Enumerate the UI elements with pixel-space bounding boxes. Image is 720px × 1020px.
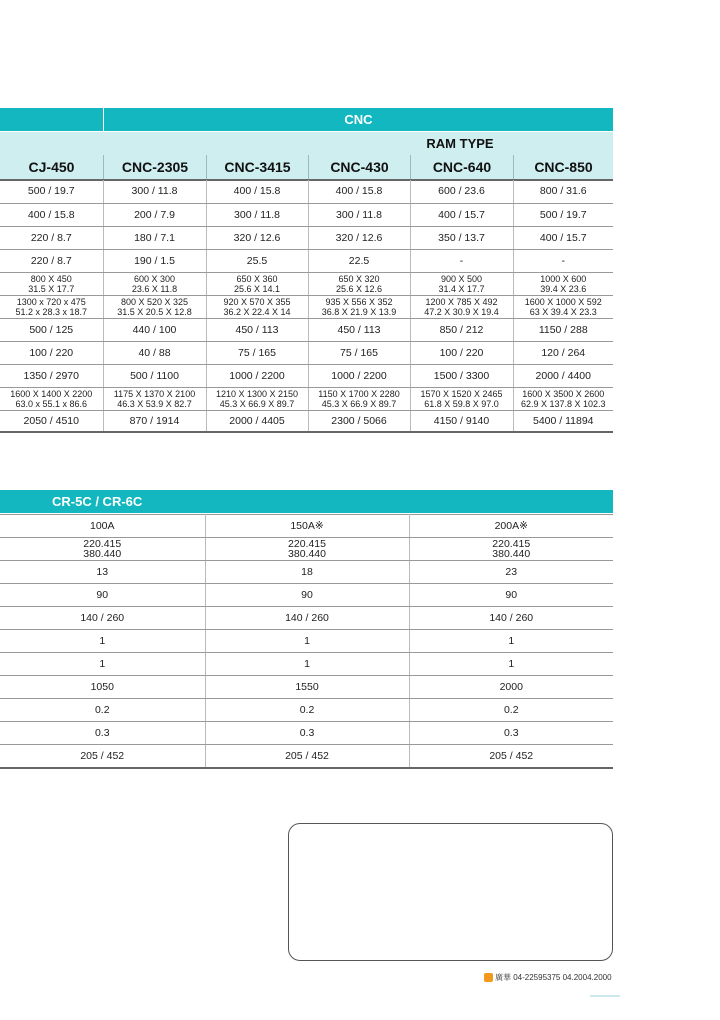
table-row [0,607,613,630]
table-row [0,676,613,699]
cnc-section-header [0,108,613,131]
cell-line: 1300 x 720 x 475 [16,296,86,307]
cell-line: 935 X 556 X 352 [325,296,393,307]
table-cell: 400 / 15.7 [513,226,613,249]
table-cell: 0.3 [409,722,613,745]
ram-type-header [0,132,613,155]
cell-line: 63 X 39.4 X 23.3 [529,306,597,317]
table-cell: 1050 [0,676,205,699]
table-cell: 500 / 1100 [103,364,206,387]
table-cell: 100 / 220 [0,341,103,364]
table-cell: 450 / 113 [308,318,410,341]
table-cell: 320 / 12.6 [308,226,410,249]
table-cell: 1 [205,653,409,676]
table-cell: 205 / 452 [409,745,613,768]
table-row [0,722,613,745]
cell-line: 31.4 X 17.7 [438,283,485,294]
table-cell: 0.2 [0,699,205,722]
table-cell [205,538,409,561]
cell-line: 380.440 [492,548,531,560]
ram-type-label: RAM TYPE [426,136,494,151]
table-row [0,226,613,249]
table-row [0,699,613,722]
cell-line: 380.440 [83,548,122,560]
table-cell: 450 / 113 [206,318,308,341]
table-cell: 2000 [409,676,613,699]
table-cell [103,295,206,318]
table-cell [0,295,103,318]
table-cell: 0.3 [0,722,205,745]
cell-line: 220.415 [492,538,531,550]
model-header-cell: CNC-2305 [103,155,206,179]
cr-section-title: CR-5C / CR-6C [52,494,143,509]
table-cell [513,272,613,295]
table-cell: 22.5 [308,249,410,272]
table-cell: 1550 [205,676,409,699]
table-cell: 300 / 11.8 [103,180,206,203]
table-cell: 1 [0,653,205,676]
table-cell [103,272,206,295]
cell-line: 47.2 X 30.9 X 19.4 [424,306,499,317]
cr-section-header [0,490,613,513]
cell-line: 61.8 X 59.8 X 97.0 [424,398,499,409]
cell-line: 650 X 320 [338,273,380,284]
table-cell: 100 / 220 [410,341,513,364]
table-cell [103,387,206,410]
table-cell: 600 / 23.6 [410,180,513,203]
table-cell: 13 [0,561,205,584]
table-cell: 2000 / 4405 [206,410,308,432]
contact-box [288,823,613,961]
table-cell: 1 [0,630,205,653]
table-cell: 850 / 212 [410,318,513,341]
cell-line: 1000 X 600 [540,273,587,284]
table-cell: 75 / 165 [206,341,308,364]
table-cell: 400 / 15.7 [410,203,513,226]
model-header-cell: CNC-640 [410,155,513,179]
table-cell: 1500 / 3300 [410,364,513,387]
table-cell [0,272,103,295]
table-cell: 0.2 [409,699,613,722]
table-row [0,584,613,607]
table-cell: - [513,249,613,272]
cell-line: 380.440 [288,548,326,560]
cnc-spec-table [0,180,613,433]
table-cell: 23 [409,561,613,584]
table-cell: 500 / 125 [0,318,103,341]
table-cell: 205 / 452 [205,745,409,768]
cell-line: 220.415 [83,538,122,550]
table-cell [513,387,613,410]
table-cell: 4150 / 9140 [410,410,513,432]
cell-line: 45.3 X 66.9 X 89.7 [219,398,295,409]
cr-spec-table [0,514,613,769]
table-cell [409,538,613,561]
table-cell: 5400 / 11894 [513,410,613,432]
table-cell: 25.5 [206,249,308,272]
footer-text: 廣華 04-22595375 04.2004.2000 [495,973,612,982]
model-header-cell: CJ-450 [28,159,75,175]
table-cell: 150A※ [205,515,409,538]
table-cell: 320 / 12.6 [206,226,308,249]
footer-accent-line [590,995,620,997]
cell-line: 45.3 X 66.9 X 89.7 [321,398,397,409]
cell-line: 1600 X 3500 X 2600 [522,388,605,399]
table-row [0,387,613,410]
table-cell: 140 / 260 [409,607,613,630]
table-cell: 220 / 8.7 [0,226,103,249]
cell-line: 39.4 X 23.6 [540,283,587,294]
cell-line: 62.9 X 137.8 X 102.3 [520,398,606,409]
table-row [0,203,613,226]
table-cell: 0.2 [205,699,409,722]
table-cell: 400 / 15.8 [308,180,410,203]
cell-line: 1600 X 1400 X 2200 [10,388,93,399]
cnc-section-title: CNC [344,112,373,127]
table-cell: 1000 / 2200 [308,364,410,387]
cell-line: 650 X 360 [236,273,278,284]
cell-line: 1175 X 1370 X 2100 [113,388,196,399]
table-cell: 18 [205,561,409,584]
table-row [0,341,613,364]
cell-line: 25.6 X 12.6 [335,283,383,294]
table-cell: 300 / 11.8 [308,203,410,226]
cell-line: 36.2 X 22.4 X 14 [223,306,291,317]
cell-line: 1600 X 1000 X 592 [524,296,602,307]
table-cell: 350 / 13.7 [410,226,513,249]
table-cell: 100A [0,515,205,538]
cell-line: 220.415 [288,538,326,550]
table-cell: 90 [205,584,409,607]
cell-line: 900 X 500 [440,273,483,284]
table-cell: 190 / 1.5 [103,249,206,272]
cell-line: 1150 X 1700 X 2280 [318,388,400,399]
table-cell: 40 / 88 [103,341,206,364]
table-cell: 2000 / 4400 [513,364,613,387]
table-row [0,318,613,341]
table-row [0,630,613,653]
cell-line: 36.8 X 21.9 X 13.9 [321,306,397,317]
cell-line: 31.5 X 20.5 X 12.8 [117,306,192,317]
table-row [0,561,613,584]
table-cell: 1 [409,653,613,676]
table-cell: 140 / 260 [0,607,205,630]
table-cell: 90 [409,584,613,607]
table-row [0,249,613,272]
table-row [0,295,613,318]
table-row [0,180,613,203]
table-row [0,364,613,387]
cell-line: 1210 X 1300 X 2150 [215,388,299,399]
table-cell: 870 / 1914 [103,410,206,432]
table-cell [0,538,205,561]
table-cell [410,387,513,410]
table-cell: 500 / 19.7 [513,203,613,226]
cell-line: 31.5 X 17.7 [28,283,75,294]
cell-line: 1200 X 785 X 492 [425,296,498,307]
table-cell [308,295,410,318]
cell-line: 63.0 x 55.1 x 86.6 [15,398,88,409]
table-cell [410,272,513,295]
table-cell: 2050 / 4510 [0,410,103,432]
table-cell: 800 / 31.6 [513,180,613,203]
table-cell: 500 / 19.7 [0,180,103,203]
table-cell: 440 / 100 [103,318,206,341]
table-cell: 2300 / 5066 [308,410,410,432]
model-header-cell: CNC-850 [513,155,613,179]
table-cell: 120 / 264 [513,341,613,364]
company-logo-icon [484,973,493,982]
table-cell [308,387,410,410]
table-cell: 75 / 165 [308,341,410,364]
table-cell: 90 [0,584,205,607]
table-row [0,272,613,295]
table-cell: 1 [205,630,409,653]
table-cell: 200A※ [409,515,613,538]
table-cell [513,295,613,318]
cell-line: 600 X 300 [133,273,176,284]
table-row [0,515,613,538]
cell-line: 25.6 X 14.1 [233,283,281,294]
cell-line: 800 X 450 [30,273,72,284]
table-cell: 140 / 260 [205,607,409,630]
cell-line: 51.2 x 28.3 x 18.7 [15,306,88,317]
table-cell: 0.3 [205,722,409,745]
cell-line: 46.3 X 53.9 X 82.7 [117,398,192,409]
table-row [0,538,613,561]
table-cell: 300 / 11.8 [206,203,308,226]
cell-line: 23.6 X 11.8 [131,283,178,294]
table-cell [410,295,513,318]
table-cell [206,295,308,318]
model-header-cell: CNC-430 [308,155,410,179]
table-cell: 400 / 15.8 [206,180,308,203]
cell-line: 1570 X 1520 X 2465 [420,388,503,399]
table-cell: 1150 / 288 [513,318,613,341]
table-row [0,653,613,676]
table-row [0,410,613,432]
footer [484,972,612,983]
table-cell [308,272,410,295]
cell-line: 800 X 520 X 325 [120,296,189,307]
table-cell [0,387,103,410]
model-header-row [0,155,613,181]
table-row [0,745,613,768]
table-cell: 1000 / 2200 [206,364,308,387]
table-cell: 205 / 452 [0,745,205,768]
table-cell: 180 / 7.1 [103,226,206,249]
table-cell [206,272,308,295]
table-cell: 220 / 8.7 [0,249,103,272]
table-cell: 1350 / 2970 [0,364,103,387]
table-cell [206,387,308,410]
table-cell: 400 / 15.8 [0,203,103,226]
model-header-cell: CNC-3415 [206,155,308,179]
table-cell: 1 [409,630,613,653]
table-cell: 200 / 7.9 [103,203,206,226]
cell-line: 920 X 570 X 355 [223,296,291,307]
table-cell: - [410,249,513,272]
